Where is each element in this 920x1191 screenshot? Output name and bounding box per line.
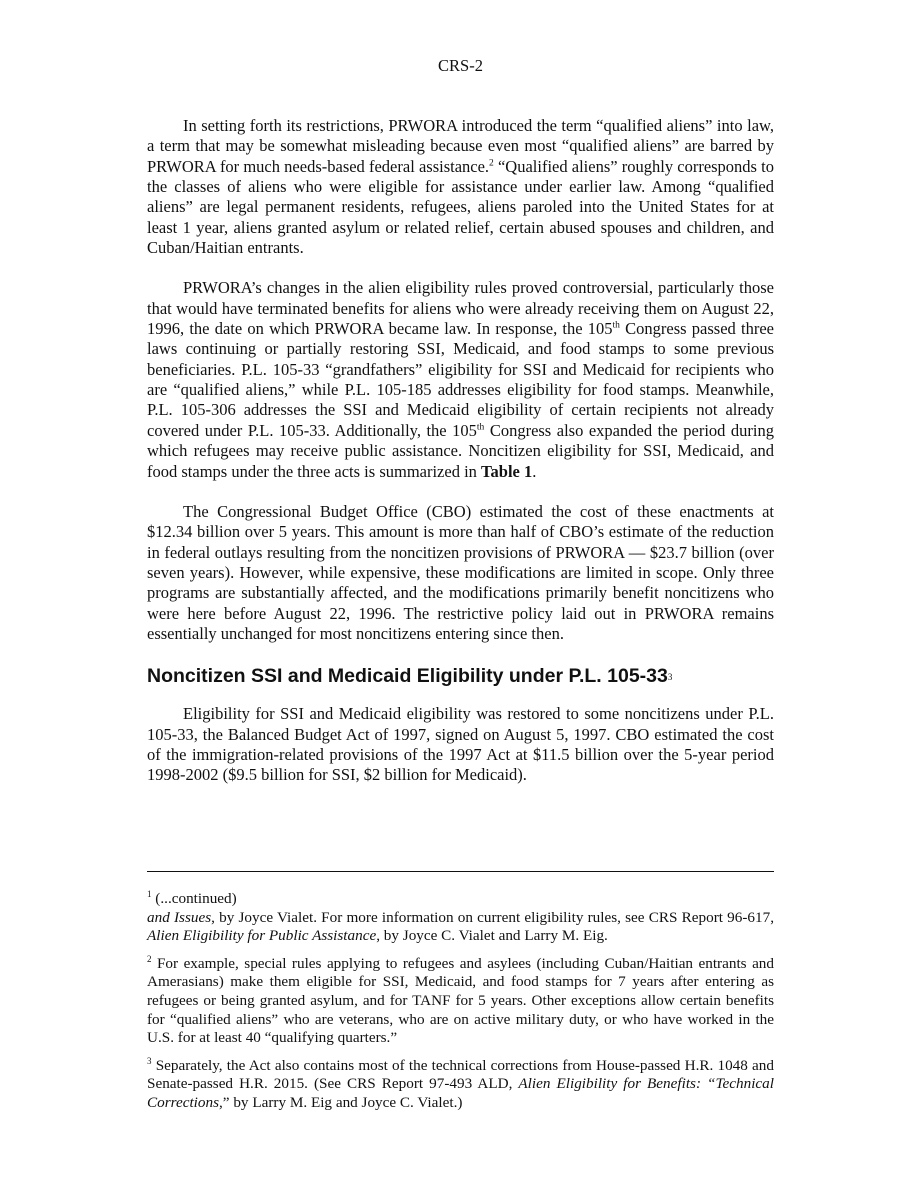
footnote-1: and Issues, by Joyce Vialet. For more information on current eligibility rules, see CRS Report 96-617, Alien Eligibility for Public Assistance, by Joyce C. Vialet and Larry M. Eig. bbox=[147, 908, 774, 945]
body-text bbox=[147, 116, 774, 806]
footnote-1-continued: $^1$ (...continued) bbox=[147, 888, 237, 907]
page-header: CRS-2 bbox=[438, 56, 483, 75]
table-1-reference: Table 1 bbox=[481, 461, 533, 481]
ordinal-suffix: th bbox=[612, 320, 620, 331]
footnote-ref-3[interactable]: 3 bbox=[667, 672, 673, 683]
ordinal-suffix: th bbox=[476, 422, 485, 433]
paragraph-eligibility-changes: PRWORA’s changes in the alien eligibility rules proved controversial, particularly those that would have terminated benefits for aliens who were already receiving them on August 22, 1996, the date on which PRWORA became law. In response, the 105th Congress passed three laws continuing or partially restoring SSI, Medicaid, and food stamps to some previous beneficiaries. P.L. 105-33 “grandfathers” eligibility for SSI and Medicaid for recipients who are “qualified aliens,” while P.L. 105-185 addresses eligibility for food stamps. Meanwhile, P.L. 105-306 addresses the SSI and Medicaid eligibility of certain recipients not already covered under P.L. 105-33. Additionally, the 105th Congress also expanded the period during which refugees may receive public assistance. Noncitizen eligibility for SSI, Medicaid, and food stamps under the three acts is summarized in Table 1. bbox=[147, 278, 775, 481]
footnote-divider bbox=[147, 871, 774, 872]
section-heading: Noncitizen SSI and Medicaid Eligibility under P.L. $105-33^3$ bbox=[147, 665, 673, 688]
footnote-ref-2[interactable]: 2 bbox=[489, 158, 494, 169]
paragraph-qualified-aliens: In setting forth its restrictions, PRWORA introduced the term “qualified aliens” into law, a term that may be somewhat misleading because even most “qualified aliens” are barred by PRWORA for much needs-based federal assistance.$^2$ “Qualified aliens” roughly corresponds to the classes of aliens who were eligible for assistance under earlier law. Among “qualified aliens” are legal permanent residents, refugees, aliens paroled into the United States for at least 1 year, aliens granted asylum or related relief, certain abused spouses and children, and Cuban/Haitian entrants. bbox=[147, 116, 774, 258]
footnote-3: $^3$ Separately, the Act also contains most of the technical corrections from House-passed H.R. 1048 and Senate-passed H.R. 2015. (See CRS Report 97-493 ALD, Alien Eligibility for Benefits: “Technical Corrections,” by Larry M. Eig and Joyce C. Vialet.) bbox=[147, 1055, 774, 1111]
paragraph-cbo-estimate: The Congressional Budget Office (CBO) estimated the cost of these enactments at $12.34 billion over 5 years. This amount is more than half of CBO’s estimate of the reduction in federal outlays resulting from the noncitizen provisions of PRWORA — $23.7 billion (over seven years). However, while expensive, these modifications are limited in scope. Only three programs are substantially affected, and the modifications primarily benefit noncitizens who were here before August 22, 1996. The restrictive policy laid out in PRWORA remains essentially unchanged for most noncitizens entering since then. bbox=[147, 501, 774, 643]
footnotes bbox=[147, 890, 774, 1122]
footnote-2: $^2$ For example, special rules applying to refugees and asylees (including Cuban/Haitian entrants and Amerasians) make them eligible for SSI, Medicaid, and food stamps for 7 years after entering as refugees or being granted asylum, and for TANF for 5 years. Other exceptions allow certain benefits for “qualified aliens” who are veterans, who are on active military duty, or who have worked in the U.S. for at least 40 “qualifying quarters.” bbox=[147, 953, 774, 1047]
paragraph-pl-105-33: Eligibility for SSI and Medicaid eligibility was restored to some noncitizens under P.L. 105-33, the Balanced Budget Act of 1997, signed on August 5, 1997. CBO estimated the cost of the immigration-related provisions of the 1997 Act at $11.5 billion over the 5-year period 1998-2002 ($9.5 billion for SSI, $2 billion for Medicaid). bbox=[147, 704, 774, 785]
